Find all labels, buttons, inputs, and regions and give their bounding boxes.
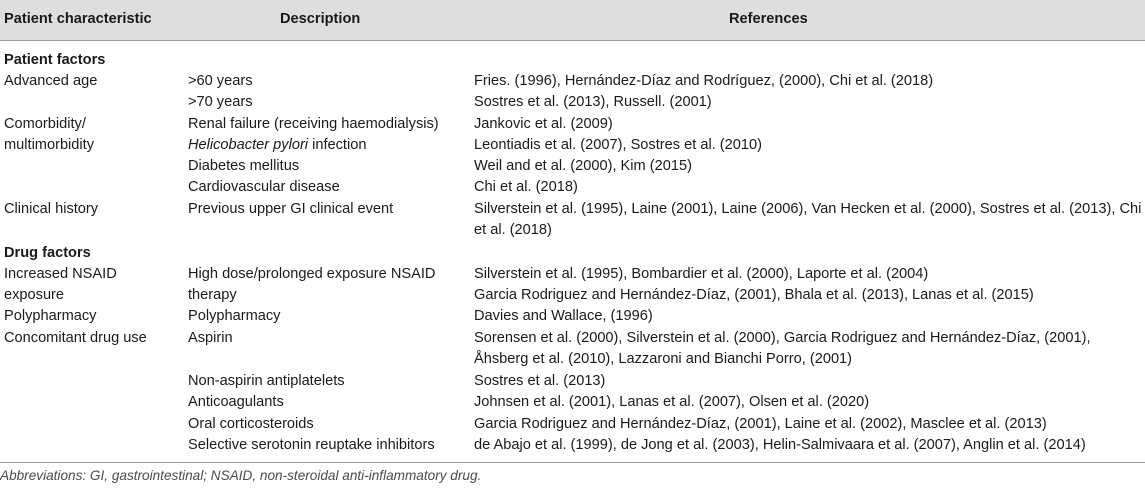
desc-over-70: >70 years bbox=[188, 94, 253, 110]
row-label-concomitant: Concomitant drug use bbox=[4, 330, 147, 346]
table-bottom-rule bbox=[0, 462, 1145, 463]
refs-diabetes: Weil and et al. (2000), Kim (2015) bbox=[474, 158, 692, 174]
desc-previous-gi-event: Previous upper GI clinical event bbox=[188, 201, 394, 217]
row-label-clinical-history: Clinical history bbox=[4, 201, 99, 217]
refs-previous-gi-event-line2: et al. (2018) bbox=[474, 222, 552, 238]
row-label-multimorbidity: multimorbidity bbox=[4, 137, 95, 153]
desc-high-dose-line2: therapy bbox=[188, 287, 237, 303]
desc-anticoagulants: Anticoagulants bbox=[188, 394, 284, 410]
refs-h-pylori: Leontiadis et al. (2007), Sostres et al. (2010) bbox=[474, 137, 762, 153]
refs-high-dose-2: Garcia Rodriguez and Hernández-Díaz, (2001), Bhala et al. (2013), Lanas et al. (2015) bbox=[474, 287, 1034, 303]
row-label-advanced-age: Advanced age bbox=[4, 73, 98, 89]
desc-non-aspirin-antiplatelets: Non-aspirin antiplatelets bbox=[188, 373, 345, 389]
desc-h-pylori bbox=[188, 135, 366, 156]
table-footnote: Abbreviations: GI, gastrointestinal; NSAID, non-steroidal anti-inflammatory drug. bbox=[0, 468, 482, 483]
table-header bbox=[0, 0, 1145, 41]
header-references: References bbox=[729, 11, 808, 27]
row-label-polypharmacy: Polypharmacy bbox=[4, 308, 97, 324]
header-patient-characteristic: Patient characteristic bbox=[4, 11, 152, 27]
refs-high-dose-1: Silverstein et al. (1995), Bombardier et al. (2000), Laporte et al. (2004) bbox=[474, 266, 929, 282]
refs-cardiovascular: Chi et al. (2018) bbox=[474, 179, 578, 195]
refs-oral-corticosteroids: Garcia Rodriguez and Hernández-Díaz, (2001), Laine et al. (2002), Masclee et al. (2013) bbox=[474, 416, 1047, 432]
refs-ssri: de Abajo et al. (1999), de Jong et al. (2003), Helin-Salmivaara et al. (2007), Anglin et al. (2014) bbox=[474, 437, 1086, 453]
refs-previous-gi-event-line1: Silverstein et al. (1995), Laine (2001), Laine (2006), Van Hecken et al. (2000), Sostres et al. (2013), Chi bbox=[474, 201, 1142, 217]
desc-polypharmacy: Polypharmacy bbox=[188, 308, 281, 324]
row-label-exposure: exposure bbox=[4, 287, 65, 303]
section-drug-factors: Drug factors bbox=[4, 245, 91, 261]
desc-ssri: Selective serotonin reuptake inhibitors bbox=[188, 437, 435, 453]
refs-renal-failure: Jankovic et al. (2009) bbox=[474, 116, 613, 132]
refs-over-70: Sostres et al. (2013), Russell. (2001) bbox=[474, 94, 712, 110]
refs-over-60: Fries. (1996), Hernández-Díaz and Rodríguez, (2000), Chi et al. (2018) bbox=[474, 73, 934, 89]
row-label-increased-nsaid: Increased NSAID bbox=[4, 266, 117, 282]
desc-h-pylori-suffix: infection bbox=[308, 137, 367, 153]
desc-diabetes: Diabetes mellitus bbox=[188, 158, 300, 174]
header-description: Description bbox=[280, 11, 361, 27]
refs-non-aspirin-antiplatelets: Sostres et al. (2013) bbox=[474, 373, 606, 389]
row-label-comorbidity: Comorbidity/ bbox=[4, 116, 86, 132]
desc-aspirin: Aspirin bbox=[188, 330, 233, 346]
desc-cardiovascular: Cardiovascular disease bbox=[188, 179, 340, 195]
desc-h-pylori-organism: Helicobacter pylori bbox=[188, 137, 309, 153]
section-patient-factors: Patient factors bbox=[4, 52, 106, 68]
refs-polypharmacy: Davies and Wallace, (1996) bbox=[474, 308, 653, 324]
refs-aspirin-line1: Sorensen et al. (2000), Silverstein et al. (2000), Garcia Rodriguez and Hernández-Díaz, (2001), bbox=[474, 330, 1091, 346]
refs-aspirin-line2: Åhsberg et al. (2010), Lazzaroni and Bianchi Porro, (2001) bbox=[474, 351, 853, 367]
desc-renal-failure: Renal failure (receiving haemodialysis) bbox=[188, 116, 439, 132]
refs-anticoagulants: Johnsen et al. (2001), Lanas et al. (2007), Olsen et al. (2020) bbox=[474, 394, 870, 410]
desc-oral-corticosteroids: Oral corticosteroids bbox=[188, 416, 314, 432]
desc-high-dose-line1: High dose/prolonged exposure NSAID bbox=[188, 266, 436, 282]
desc-over-60: >60 years bbox=[188, 73, 253, 89]
